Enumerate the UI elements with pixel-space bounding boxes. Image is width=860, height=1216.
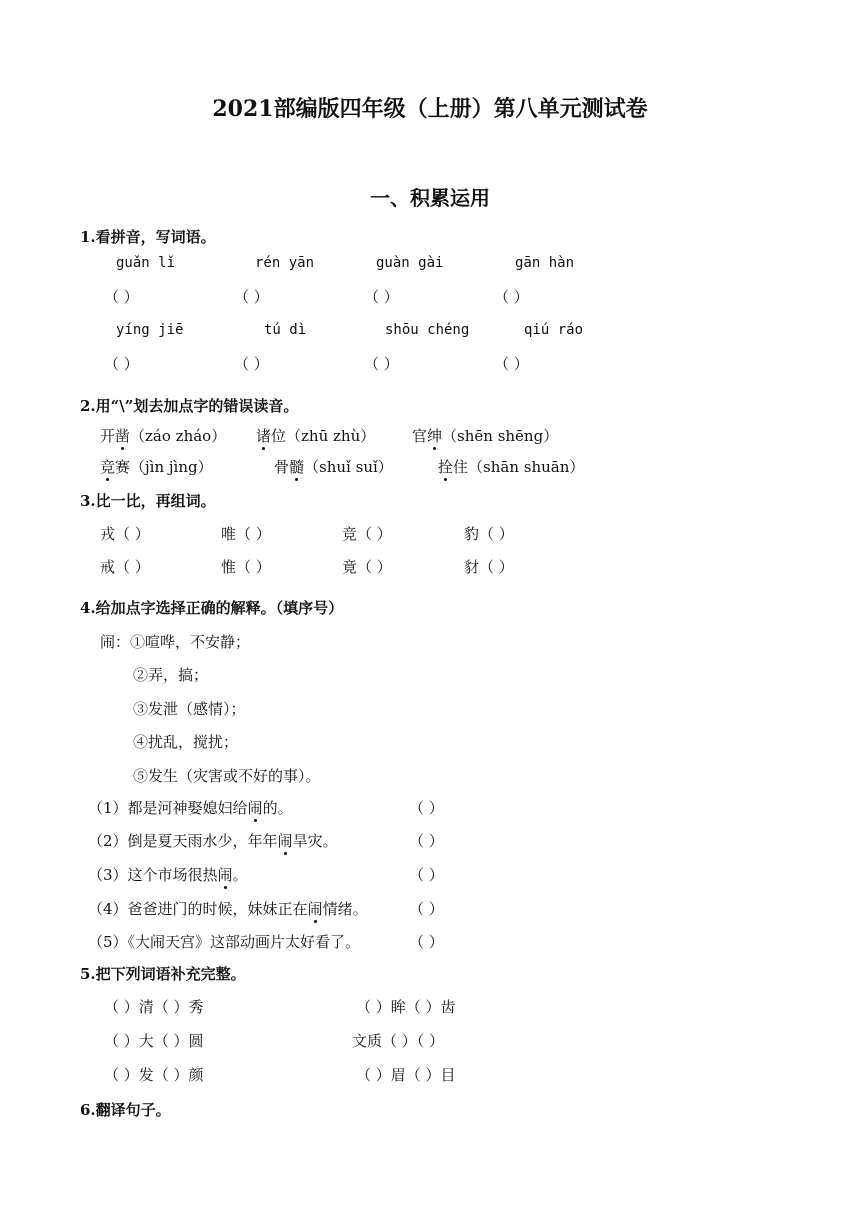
sentence: （4）爸爸进门的时候，妹妹正在闹情绪。	[88, 900, 368, 918]
idiom-fill[interactable]: 文质（ ）（ ）	[352, 1032, 445, 1050]
sentence: （3）这个市场很热闹。	[88, 866, 248, 884]
word-group-item[interactable]: 唯（ ）	[221, 525, 271, 543]
answer-blank[interactable]: （ ）	[364, 355, 399, 373]
pinyin: guǎn lǐ	[116, 255, 176, 271]
definition: ②弄，搞；	[133, 666, 209, 684]
answer-blank[interactable]: （ ）	[409, 799, 444, 817]
section-heading: 一、积累运用	[370, 186, 490, 210]
reading-item: 诸位（zhū zhù）	[256, 427, 376, 445]
word-group-item[interactable]: 豹（ ）	[464, 525, 514, 543]
idiom-fill[interactable]: （ ）清（ ）秀	[104, 998, 204, 1016]
answer-blank[interactable]: （ ）	[409, 933, 444, 951]
answer-blank[interactable]: （ ）	[409, 866, 444, 884]
definition: ⑤发生（灾害或不好的事）。	[133, 767, 321, 785]
pinyin: qiú ráo	[524, 322, 584, 338]
definition: ③发泄（感情）；	[133, 700, 246, 718]
answer-blank[interactable]: （ ）	[494, 355, 529, 373]
idiom-fill[interactable]: （ ）发（ ）颜	[104, 1066, 204, 1084]
pinyin: rén yān	[255, 255, 315, 271]
idiom-fill[interactable]: （ ）眉（ ）目	[356, 1066, 456, 1084]
word-group-item[interactable]: 豺（ ）	[464, 558, 514, 576]
question-3-heading: 3.比一比，再组词。	[80, 492, 216, 510]
answer-blank[interactable]: （ ）	[494, 288, 529, 306]
sentence: （5）《大闹天宫》这部动画片太好看了。	[88, 933, 361, 951]
idiom-fill[interactable]: （ ）眸（ ）齿	[356, 998, 456, 1016]
word-group-item[interactable]: 竟（ ）	[342, 558, 392, 576]
idiom-fill[interactable]: （ ）大（ ）圆	[104, 1032, 204, 1050]
sentence: （1）都是河神娶媳妇给闹的。	[88, 799, 293, 817]
reading-item: 开凿（záo zháo）	[100, 427, 227, 445]
answer-blank[interactable]: （ ）	[364, 288, 399, 306]
answer-blank[interactable]: （ ）	[409, 900, 444, 918]
reading-item: 骨髓（shuǐ suǐ）	[274, 458, 393, 476]
answer-blank[interactable]: （ ）	[234, 288, 269, 306]
answer-blank[interactable]: （ ）	[104, 355, 139, 373]
reading-item: 竞赛（jìn jìng）	[100, 458, 213, 476]
question-5-heading: 5.把下列词语补充完整。	[80, 965, 246, 983]
word-group-item[interactable]: 惟（ ）	[221, 558, 271, 576]
answer-blank[interactable]: （ ）	[104, 288, 139, 306]
pinyin: guàn gài	[376, 255, 444, 271]
word-group-item[interactable]: 戎（ ）	[100, 525, 150, 543]
pinyin: yíng jiē	[116, 322, 184, 338]
answer-blank[interactable]: （ ）	[234, 355, 269, 373]
word-group-item[interactable]: 竞（ ）	[342, 525, 392, 543]
pinyin: tú dì	[264, 322, 307, 338]
word-group-item[interactable]: 戒（ ）	[100, 558, 150, 576]
pinyin: shōu chéng	[385, 322, 470, 338]
page-title: 2021部编版四年级（上册）第八单元测试卷	[212, 96, 648, 122]
definition: ④扰乱，搅扰；	[133, 733, 239, 751]
reading-item: 拴住（shān shuān）	[438, 458, 585, 476]
question-4-heading: 4.给加点字选择正确的解释。（填序号）	[80, 599, 344, 617]
question-2-heading: 2.用“\”划去加点字的错误读音。	[80, 397, 299, 415]
reading-item: 官绅（shēn shēng）	[412, 427, 559, 445]
answer-blank[interactable]: （ ）	[409, 832, 444, 850]
pinyin: gān hàn	[515, 255, 575, 271]
sentence: （2）倒是夏天雨水少，年年闹旱灾。	[88, 832, 338, 850]
definition: 闹：①喧哗，不安静；	[100, 633, 251, 651]
question-1-heading: 1.看拼音，写词语。	[80, 228, 216, 246]
question-6-heading: 6.翻译句子。	[80, 1101, 171, 1119]
